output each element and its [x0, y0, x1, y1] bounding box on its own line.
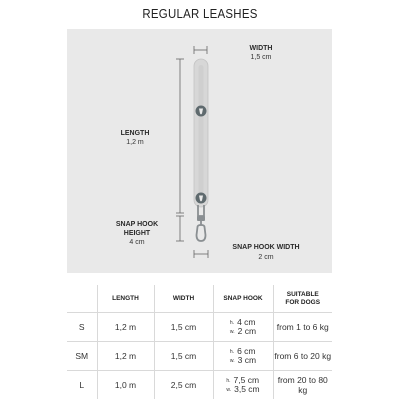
snap-hook-height-label: SNAP HOOK HEIGHT: [115, 221, 159, 237]
header-snap-hook: SNAP HOOK: [213, 285, 273, 313]
snap-hook-height-value: 4 cm: [129, 239, 145, 246]
table-row: [67, 371, 332, 400]
snap-hook-width-dimension: [194, 250, 208, 258]
leash-strap: [194, 59, 208, 207]
suitable-cell: from 1 to 6 kg: [273, 313, 332, 342]
width-value: 1,5 cm: [250, 54, 272, 61]
length-label: LENGTH: [120, 130, 150, 137]
dog-head-logo-icon: [196, 193, 207, 204]
suitable-cell: from 6 to 20 kg: [273, 342, 332, 371]
length-cell: 1,2 m: [97, 313, 154, 342]
width-cell: 1,5 cm: [154, 313, 213, 342]
table-row: [67, 313, 332, 342]
table-header-row: [67, 285, 332, 313]
length-cell: 1,2 m: [97, 342, 154, 371]
snap-hook-cell: h. 7,5 cm w. 3,5 cm: [213, 371, 273, 400]
size-cell: S: [67, 313, 97, 342]
header-length: LENGTH: [97, 285, 154, 313]
size-table: [67, 285, 332, 399]
snap-hook-width-value: 2 cm: [258, 254, 274, 261]
length-value: 1,2 m: [126, 139, 144, 146]
size-cell: L: [67, 371, 97, 400]
header-size: [67, 285, 97, 313]
width-cell: 2,5 cm: [154, 371, 213, 400]
size-cell: SM: [67, 342, 97, 371]
page-title: REGULAR LEASHES: [142, 6, 258, 21]
snap-hook-width-label: SNAP HOOK WIDTH: [232, 244, 300, 251]
width-label: WIDTH: [249, 45, 273, 52]
length-cell: 1,0 m: [97, 371, 154, 400]
width-cell: 1,5 cm: [154, 342, 213, 371]
snap-hook-height-dimension: [176, 216, 184, 241]
leash-diagram-panel: [67, 29, 332, 273]
header-suitable: SUITABLE FOR DOGS: [273, 285, 332, 313]
length-dimension: [176, 59, 184, 213]
dog-head-logo-icon: [196, 106, 207, 117]
header-width: WIDTH: [154, 285, 213, 313]
table-row: [67, 342, 332, 371]
snap-hook-cell: h. 4 cm w. 2 cm: [213, 313, 273, 342]
width-dimension: [194, 46, 207, 54]
suitable-cell: from 20 to 80 kg: [273, 371, 332, 400]
snap-hook-cell: h. 6 cm w. 3 cm: [213, 342, 273, 371]
snap-hook-clip-icon: [197, 205, 206, 241]
